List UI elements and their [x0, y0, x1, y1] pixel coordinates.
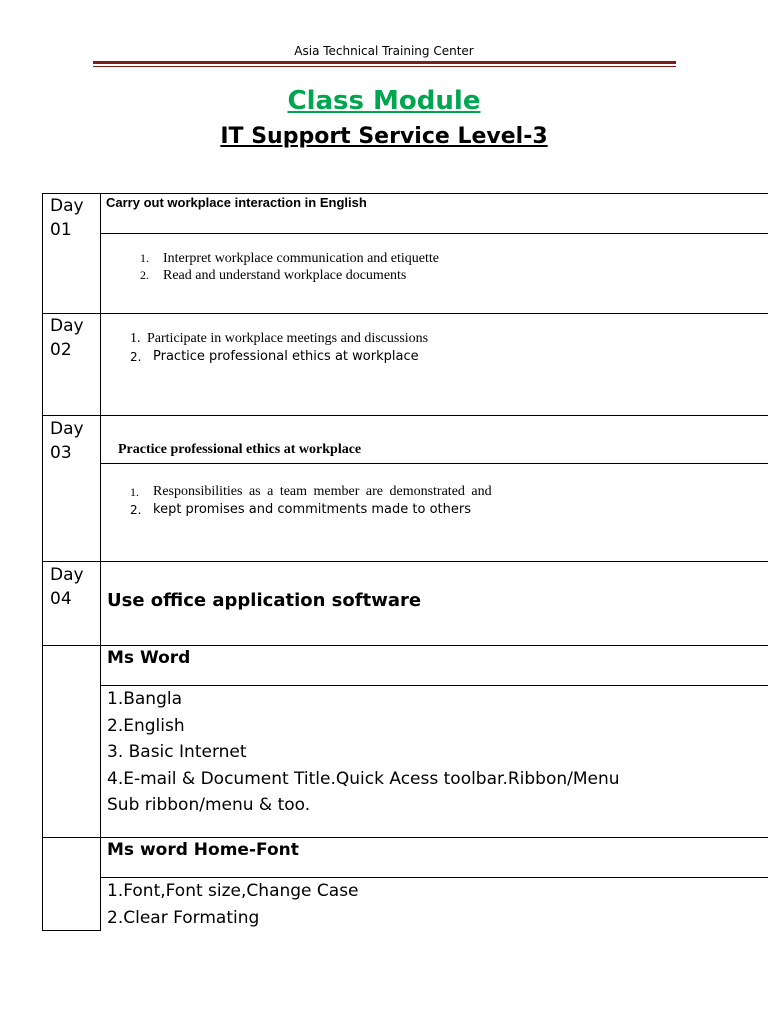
table-border-top — [42, 193, 768, 194]
list-item: 2. kept promises and commitments made to others — [130, 502, 471, 517]
row-divider — [100, 463, 768, 464]
table-border-left — [42, 193, 43, 931]
row-divider — [42, 645, 768, 646]
day-cell-1 — [50, 194, 84, 242]
day3-list — [130, 483, 492, 519]
list-item: 1.Bangla — [107, 689, 183, 709]
list-item: 4.E-mail & Document Title.Quick Acess toolbar.Ribbon/Menu — [107, 768, 620, 789]
list-item: 3. Basic Internet — [107, 742, 247, 762]
list-item: 2.Clear Formating — [107, 907, 260, 928]
page-subtitle: IT Support Service Level-3 — [220, 124, 548, 149]
list-item: 1. Participate in workplace meetings and discussions — [130, 331, 429, 346]
list-item: 2.English — [107, 715, 185, 736]
day1-list — [140, 250, 439, 284]
day-cell-4 — [50, 563, 84, 611]
row-divider — [42, 561, 768, 562]
day4-topic: Use office application software — [107, 590, 422, 611]
list-item: 1. Interpret workplace communication and etiquette — [140, 251, 440, 266]
row-divider — [42, 313, 768, 314]
day-label: Day — [50, 565, 84, 585]
row-divider — [100, 233, 768, 234]
header-rule-thick — [93, 61, 676, 64]
header-org: Asia Technical Training Center — [294, 44, 474, 58]
list-item: 1. Responsibilities as a team member are demonstrated and — [130, 484, 492, 499]
list-item: 2. Practice professional ethics at workplace — [130, 349, 419, 364]
day-number: 01 — [50, 220, 72, 240]
msword-heading: Ms Word — [107, 648, 191, 668]
day-cell-3 — [50, 417, 84, 465]
table-border-bottom — [42, 930, 101, 931]
day2-list — [130, 330, 428, 366]
table-column-divider — [100, 193, 101, 931]
list-item: 2. Read and understand workplace documents — [140, 268, 407, 283]
day-label: Day — [50, 316, 84, 336]
day-cell-2 — [50, 314, 84, 362]
msword-lines — [107, 686, 620, 819]
list-item: Sub ribbon/menu & too. — [107, 795, 311, 815]
day3-topic: Practice professional ethics at workplace — [118, 442, 362, 457]
day-label: Day — [50, 419, 84, 439]
day-number: 03 — [50, 443, 72, 463]
day1-topic: Carry out workplace interaction in English — [106, 195, 367, 210]
day-label: Day — [50, 196, 84, 216]
list-item: 1.Font,Font size,Change Case — [107, 881, 359, 901]
home-font-heading: Ms word Home-Font — [107, 840, 299, 860]
page-title: Class Module — [287, 86, 481, 116]
day-number: 02 — [50, 340, 72, 360]
header-rule-thin — [93, 66, 676, 67]
row-divider — [42, 837, 768, 838]
row-divider — [42, 415, 768, 416]
home-font-lines — [107, 878, 359, 931]
day-number: 04 — [50, 589, 72, 609]
